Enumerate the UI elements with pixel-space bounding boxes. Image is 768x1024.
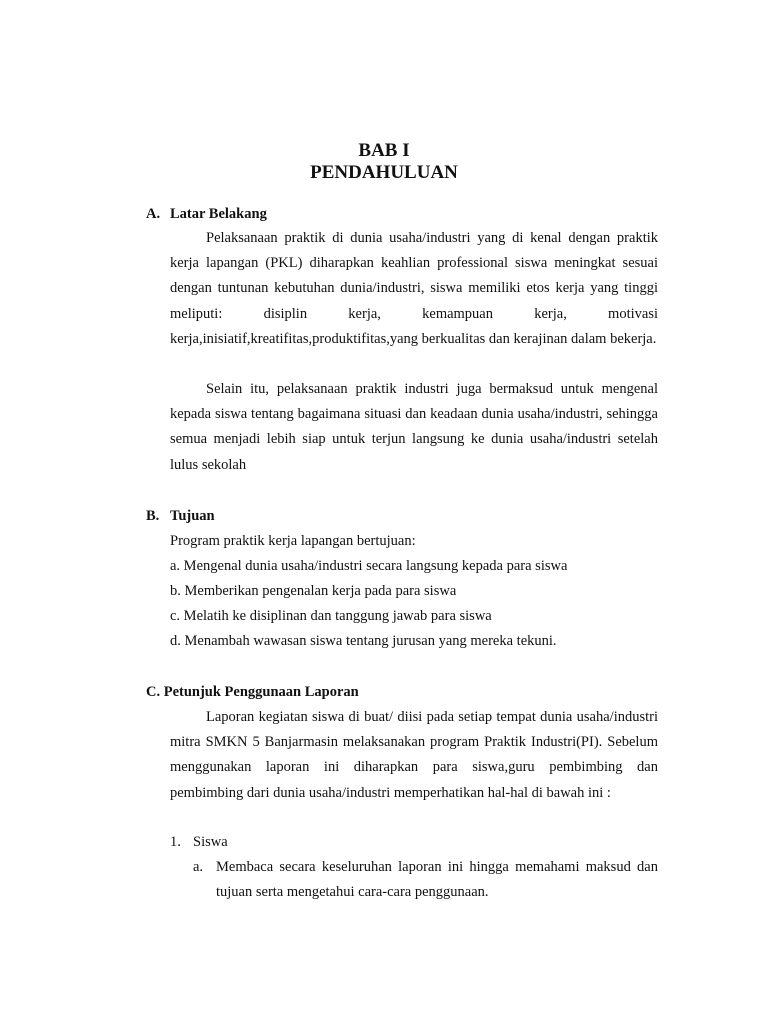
- section-a-label: A.: [146, 206, 161, 222]
- section-b-intro: Program praktik kerja lapangan bertujuan:: [170, 533, 416, 549]
- section-c-sub-item-a: [193, 855, 658, 905]
- section-c-list-item-1: [170, 832, 228, 852]
- section-b-title: Tujuan: [170, 508, 215, 524]
- section-c-paragraph: Laporan kegiatan siswa di buat/ diisi pada setiap tempat dunia usaha/industri mitra SMKN 5 Banjarmasin melaksanakan program Praktik Industri(PI). Sebelum menggunakan laporan ini diharapkan para siswa,guru pembimbing dan pembimbing dari dunia usaha/industri memperhatikan hal-hal di bawah ini :: [170, 709, 658, 801]
- sub-item-text: Membaca secara keseluruhan laporan ini hingga memahami maksud dan tujuan serta mengetahui cara-cara penggunaan.: [216, 859, 658, 901]
- section-b-item-c: c. Melatih ke disiplinan dan tanggung jawab para siswa: [170, 608, 492, 624]
- section-b-item-a: a. Mengenal dunia usaha/industri secara langsung kepada para siswa: [170, 558, 568, 574]
- section-b-item-d: d. Menambah wawasan siswa tentang jurusan yang mereka tekuni.: [170, 633, 557, 649]
- list-number: 1.: [170, 834, 181, 850]
- chapter-number: BAB I: [358, 140, 410, 161]
- section-a-paragraph-2: Selain itu, pelaksanaan praktik industri juga bermaksud untuk mengenal kepada siswa tentang bagaimana situasi dan keadaan dunia usaha/industri, sehingga semua menjadi lebih siap untuk terjun langsung ke dunia usaha/industri setelah lulus sekolah: [170, 381, 658, 473]
- section-a-paragraph-1: Pelaksanaan praktik di dunia usaha/industri yang di kenal dengan praktik kerja lapangan (PKL) diharapkan keahlian professional siswa meningkat sesuai dengan tuntunan kebutuhan dunia/industri, siswa memiliki etos kerja yang tinggi meliputi: disiplin kerja, kemampuan kerja, motivasi kerja,inisiatif,kreatifitas,produktifitas,yang berkualitas dan kerajinan dalam bekerja.: [170, 230, 658, 347]
- section-a-heading: [146, 204, 267, 224]
- section-c-heading: C. Petunjuk Penggunaan Laporan: [146, 684, 359, 700]
- list-label: Siswa: [193, 834, 228, 850]
- section-b-heading: [146, 506, 215, 526]
- sub-item-letter: a.: [193, 859, 204, 875]
- chapter-title: PENDAHULUAN: [310, 162, 458, 183]
- section-b-label: B.: [146, 508, 160, 524]
- section-a-title: Latar Belakang: [170, 206, 267, 222]
- section-b-item-b: b. Memberikan pengenalan kerja pada para siswa: [170, 583, 457, 599]
